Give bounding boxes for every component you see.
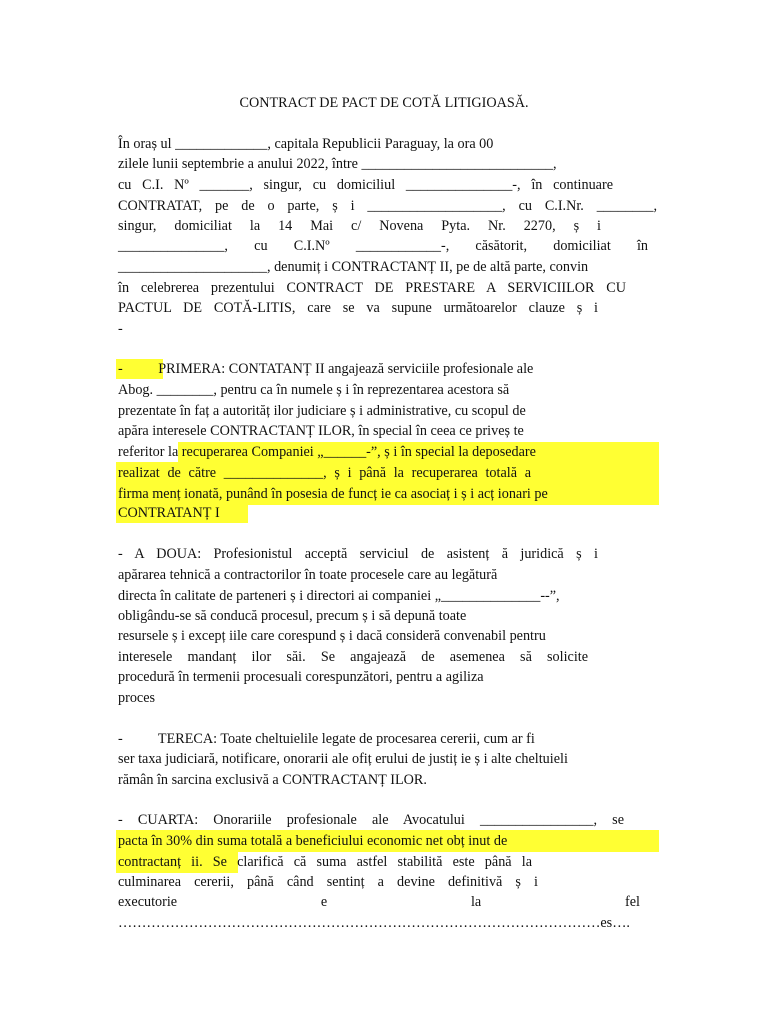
intro-line: _______________, cu C.I.Nº ____________-, căsătorit, domiciliat în [118,238,648,254]
doua-line: obligându-se să conducă procesul, precum ș i să depună toate [118,608,467,624]
primera-line: firma menț ionată, punând în posesia de funcț ie ca asociaț i ș i acț ionari pe [118,486,548,502]
intro-line: cu C.I. Nº _______, singur, cu domiciliul _______________-, în continuare [118,177,613,193]
primera-line: Abog. ________, pentru ca în numele ș i în reprezentarea acestora să [118,382,510,398]
intro-line: CONTRATAT, pe de o parte, ș i ___________________, cu C.I.Nr. ________, [118,198,657,214]
tereca-line: ser taxa judiciară, notificare, onorarii ale ofiț erului de justiț ie ș i alte cheltuieli [118,751,568,767]
cuarta-line: - CUARTA: Onorariile profesionale ale Avocatului ________________, se [118,812,624,828]
intro-line: singur, domiciliat la 14 Mai c/ Novena Pyta. Nr. 2270, ș i [118,218,601,234]
document-title: CONTRACT DE PACT DE COTĂ LITIGIOASĂ. [239,95,529,111]
primera-line: prezentate în faț a autorităț ilor judiciare ș i administrative, cu scopul de [118,403,526,419]
intro-line: PACTUL DE COTĂ-LITIS, care se va supune următoarelor clauze ș i [118,300,598,316]
cuarta-line: contractanț ii. Se clarifică că suma astfel stabilită este până la [118,854,532,870]
doua-line: apărarea tehnică a contractorilor în toate procesele care au legătură [118,567,498,583]
primera-line: apăra interesele CONTRACTANȚ ILOR, în special în ceea ce priveș te [118,423,524,439]
intro-line: în celebrerea prezentului CONTRACT DE PRESTARE A SERVICIILOR CU [118,280,626,296]
cuarta-line: culminarea cererii, până când sentinț a devine definitivă ș i [118,874,538,890]
intro-line: _____________________, denumiț i CONTRACTANȚ II, pe de altă parte, convin [118,259,589,275]
doua-line: interesele mandanț ilor săi. Se angajează de asemenea să solicite [118,649,588,665]
tereca-line: rămân în sarcina exclusivă a CONTRACTANȚ ILOR. [118,772,427,788]
cuarta-line: executorie e la fel [118,894,640,910]
primera-line: CONTRATANȚ I [118,505,220,521]
doua-line: resursele ș i excepț iile care corespund ș i dacă consideră convenabil pentru [118,628,546,644]
cuarta-line: …………………………………………………………………………………………es…. [118,915,630,931]
primera-line: - PRIMERA: CONTATANȚ II angajează serviciile profesionale ale [118,361,534,377]
doua-line: - A DOUA: Profesionistul acceptă serviciul de asistenț ă juridică ș i [118,546,598,562]
primera-line: realizat de către ______________, ș i până la recuperarea totală a [118,465,531,481]
intro-line: În oraș ul _____________, capitala Republicii Paraguay, la ora 00 [118,136,494,152]
intro-line: zilele lunii septembrie a anului 2022, între ___________________________, [118,156,557,172]
doua-line: procedură în termenii procesuali corespunzători, pentru a agiliza [118,669,484,685]
primera-line: referitor la recuperarea Companiei „______-”, ș i în special la deposedare [118,444,536,460]
intro-line: - [118,321,123,337]
doua-line: proces [118,690,156,706]
doua-line: directa în calitate de parteneri ș i directori ai companiei „______________--”, [118,588,560,604]
tereca-line: - TERECA: Toate cheltuielile legate de procesarea cererii, cum ar fi [118,731,535,747]
cuarta-line: pacta în 30% din suma totală a beneficiului economic net obț inut de [118,833,508,849]
